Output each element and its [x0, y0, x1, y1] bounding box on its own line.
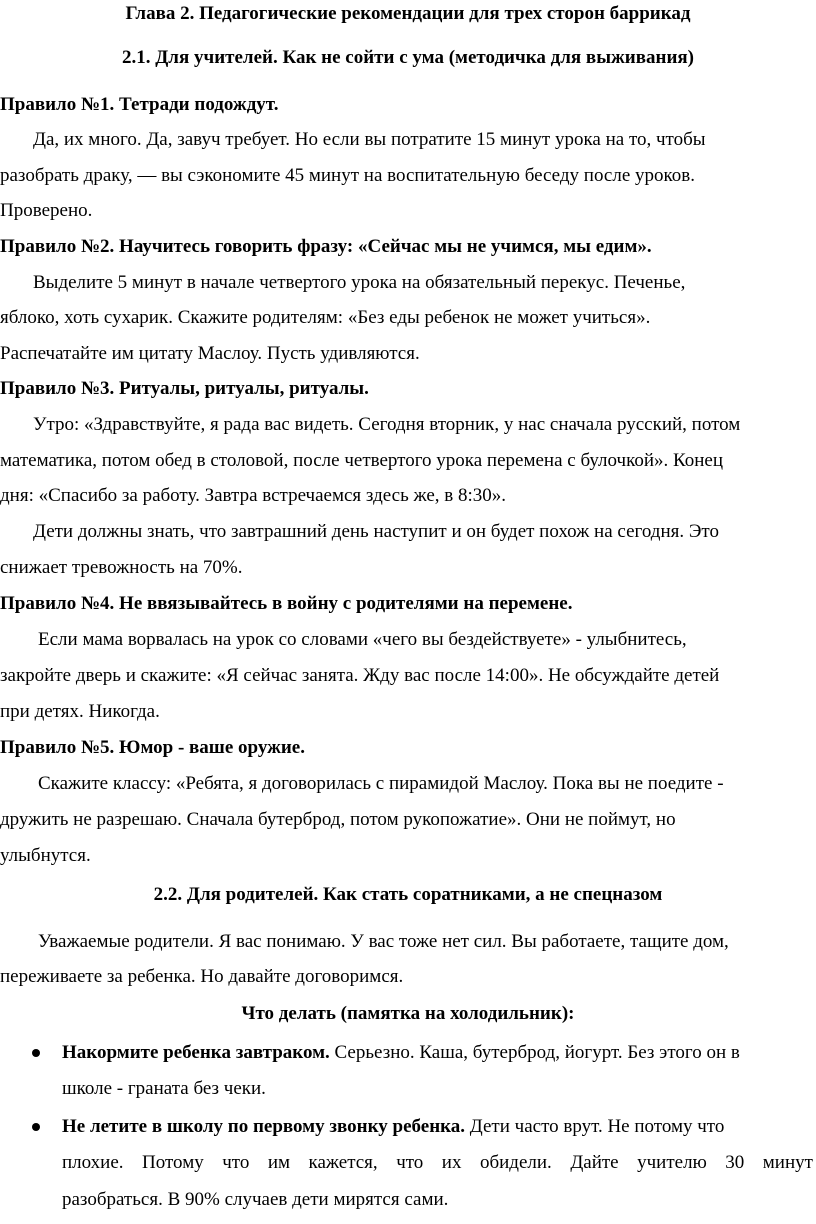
word: Потому: [142, 1152, 204, 1173]
memo-item-1-line: [62, 1041, 740, 1065]
word: их: [441, 1152, 462, 1173]
word: учителю: [637, 1152, 707, 1173]
rule-3-title: Правило №3. Ритуалы, ритуалы, ритуалы.: [0, 378, 369, 399]
bullet-icon: [32, 1123, 40, 1131]
word: что: [396, 1152, 424, 1173]
word: что: [222, 1152, 250, 1173]
rule-1-text-line: разобрать драку, — вы сэкономите 45 минут на воспитательную беседу после уроков.: [0, 165, 696, 186]
rule-4-text-line: Если мама ворвалась на урок со словами «чего вы бездействуете» - улыбнитесь,: [38, 629, 687, 650]
word: кажется,: [308, 1152, 378, 1173]
memo-item-1-line: школе - граната без чеки.: [62, 1078, 266, 1099]
word: плохие.: [62, 1152, 124, 1173]
word: обидели.: [479, 1152, 552, 1173]
memo-item-1-bold: Накормите ребенка завтраком.: [62, 1042, 330, 1063]
rule-3-text-line: математика, потом обед в столовой, после четвертого урока перемена с булочкой». Конец: [0, 450, 724, 471]
rule-2-text-line: яблоко, хоть сухарик. Скажите родителям: «Без еды ребенок не может учиться».: [0, 307, 651, 328]
parents-intro-line: переживаете за ребенка. Но давайте договоримся.: [0, 966, 404, 987]
memo-heading: Что делать (памятка на холодильник):: [241, 1003, 575, 1024]
rule-3-text-line: Утро: «Здравствуйте, я рада вас видеть. Сегодня вторник, у нас сначала русский, потом: [33, 414, 741, 435]
rule-4-title: Правило №4. Не ввязывайтесь в войну с родителями на перемене.: [0, 593, 573, 614]
rule-4-text-line: при детях. Никогда.: [0, 701, 160, 722]
word: минут: [762, 1152, 813, 1173]
memo-item-1-rest: Серьезно. Каша, бутерброд, йогурт. Без этого он в: [334, 1042, 740, 1063]
section-heading-teachers: 2.1. Для учителей. Как не сойти с ума (методичка для выживания): [121, 47, 695, 68]
rule-5-text-line: Скажите классу: «Ребята, я договорилась с пирамидой Маслоу. Пока вы не поедите -: [38, 773, 724, 794]
rule-4-text-line: закройте дверь и скажите: «Я сейчас занята. Жду вас после 14:00». Не обсуждайте детей: [0, 665, 720, 686]
chapter-title: Глава 2. Педагогические рекомендации для трех сторон баррикад: [125, 3, 691, 24]
word: 30: [725, 1152, 745, 1173]
memo-item-2-justified-line: [62, 1151, 813, 1175]
parents-intro-line: Уважаемые родители. Я вас понимаю. У вас тоже нет сил. Вы работаете, тащите дом,: [38, 931, 729, 952]
word: им: [267, 1152, 291, 1173]
rule-2-text-line: Распечатайте им цитату Маслоу. Пусть удивляются.: [0, 343, 420, 364]
rule-3-text-line: дня: «Спасибо за работу. Завтра встречаемся здесь же, в 8:30».: [0, 485, 507, 506]
bullet-icon: [32, 1049, 40, 1057]
rule-1-text-line: Проверено.: [0, 200, 93, 221]
rule-5-text-line: улыбнутся.: [0, 845, 91, 866]
memo-item-2-bold: Не летите в школу по первому звонку ребенка.: [62, 1116, 466, 1137]
rule-5-title: Правило №5. Юмор - ваше оружие.: [0, 737, 305, 758]
word: Дайте: [570, 1152, 619, 1173]
memo-item-2-line: [62, 1115, 724, 1139]
rule-2-text-line: Выделите 5 минут в начале четвертого урока на обязательный перекус. Печенье,: [33, 272, 686, 293]
section-heading-parents: 2.2. Для родителей. Как стать соратниками, а не спецназом: [153, 884, 663, 905]
rule-1-text-line: Да, их много. Да, завуч требует. Но если вы потратите 15 минут урока на то, чтобы: [33, 129, 706, 150]
memo-item-2-line: разобраться. В 90% случаев дети мирятся сами.: [62, 1189, 449, 1210]
rule-2-title: Правило №2. Научитесь говорить фразу: «Сейчас мы не учимся, мы едим».: [0, 236, 652, 257]
rule-1-title: Правило №1. Тетради подождут.: [0, 94, 279, 115]
rule-3-text-line: снижает тревожность на 70%.: [0, 557, 243, 578]
memo-item-2-rest: Дети часто врут. Не потому что: [469, 1116, 725, 1137]
rule-5-text-line: дружить не разрешаю. Сначала бутерброд, потом рукопожатие». Они не поймут, но: [0, 809, 676, 830]
rule-3-text-line: Дети должны знать, что завтрашний день наступит и он будет похож на сегодня. Это: [33, 521, 719, 542]
